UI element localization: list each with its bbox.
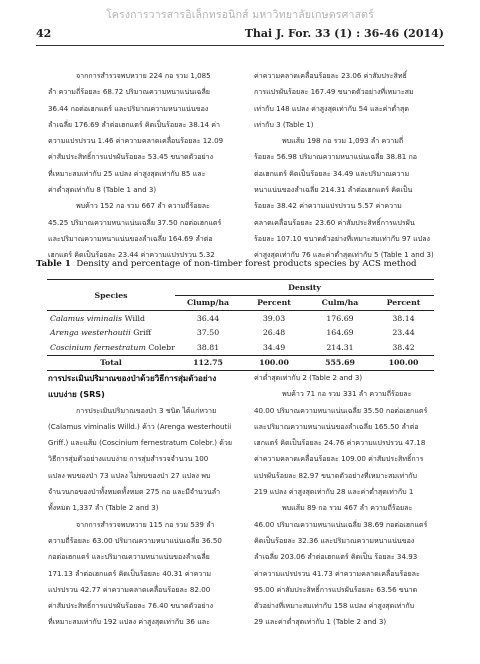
col-percent-2: Percent: [386, 298, 421, 308]
text-line: จากการสำรวจพบหวาย 224 กอ รวม 1,085: [76, 71, 211, 80]
text-line: 95.00 ค่าสัมประสิทธิ์การแปรผันร้อยละ 63.56 ขนาด: [254, 584, 418, 594]
value-cell: 38.81: [196, 342, 220, 352]
text-line: ค่าความคลาดเคลื่อนร้อยละ 109.00 ค่าสัมประสิทธิ์การ: [254, 454, 424, 464]
journal-header: Thai J. For. 33 (1) : 36-46 (2014): [244, 27, 444, 40]
text-line: เฮกแตร์ คิดเป็นร้อยละ 24.76 ค่าความแปรปรวน 47.18: [254, 438, 426, 448]
species-author: Colebr: [148, 342, 175, 352]
text-line: ร้อยละ 56.98 ปริมาณความหนาแน่นเฉลี่ย 38.81 กอ: [254, 152, 418, 162]
text-line: พบค้าว 152 กอ รวม 667 ลำ ความถี่ร้อยละ: [76, 201, 210, 211]
text-line: แปลง พบของป่า 73 แปลง ไม่พบของป่า 27 แปลง พบ: [48, 470, 211, 480]
text-line: ค่าต่ำสุดเท่ากับ 8 (Table 1 and 3): [48, 185, 157, 195]
text-line: 40.00 ปริมาณความหนาแน่นเฉลี่ย 35.50 กอต่อเฮกแตร์: [254, 405, 428, 415]
text-line: (Calamus viminalis Willd.) ค้าว (Arenga westerhoutii: [48, 421, 232, 431]
species-cell: [47, 311, 175, 326]
text-line: 36.44 กอต่อเฮกแตร์ และปริมาณความหนาแน่นของ: [48, 103, 209, 113]
total-percent-2: 100.00: [373, 355, 434, 371]
value-cell: 38.14: [392, 313, 415, 323]
watermark: โครงการวารสารอิเล็กทรอนิกส์ มหาวิทยาลัยเกษตรศาสตร์: [105, 9, 375, 21]
text-line: ลำเฉลี่ย 203.06 ลำต่อเฮกแตร์ คิดเป็น ร้อยละ 34.93: [254, 552, 418, 562]
text-line: และปริมาณความหนาแน่นของลำเฉลี่ย 165.50 ลำต่อ: [254, 421, 419, 431]
left-column-bottom: [48, 370, 236, 631]
text-line: 45.25 ปริมาณความหนาแน่นเฉลี่ย 37.50 กอต่อเฮกแตร์: [48, 217, 222, 227]
text-line: และปริมาณความหนาแน่นของลำเฉลี่ย 164.69 ลำต่อ: [48, 233, 213, 243]
text-line: ความแปรปรวน 1.46 ค่าความคลาดเคลื่อนร้อยละ 12.09: [48, 136, 224, 146]
text-line: ร้อยละ 38.42 ค่าความแปรปรวน 5.57 ค่าความ: [254, 201, 402, 211]
text-line: แปรผันร้อยละ 82.97 ขนาดตัวอย่างที่เหมาะสมเท่ากับ: [254, 470, 417, 480]
col-clump-ha: Clump/ha: [186, 298, 230, 308]
value-cell: 214.31: [326, 342, 354, 352]
text-line: ค่าต่ำสุดเท่ากับ 2 (Table 2 and 3): [254, 373, 363, 382]
table-row: [47, 340, 434, 355]
text-line: Griff.) และแส้ม (Coscinium fernestratum Colebr.) ด้วย: [48, 438, 232, 448]
text-line: เท่ากับ 3 (Table 1): [254, 119, 314, 129]
text-line: วิธีการสุ่มตัวอย่างแบบง่าย การสุ่มสำรวจจำนวน 100: [48, 454, 209, 464]
table-caption: [36, 259, 456, 269]
species-author: Willd: [124, 313, 145, 323]
text-line: ค่าสูงสุดเท่ากับ 76 และค่าต่ำสุดเท่ากับ 5 (Table 1 and 3): [254, 250, 434, 260]
right-column-bottom: [254, 370, 440, 631]
value-cell: 176.69: [326, 313, 354, 323]
text-line: ทั้งหมด 1,337 ลำ (Table 2 and 3): [48, 503, 159, 513]
table-row: [47, 311, 434, 326]
text-line: คิดเป็นร้อยละ 32.36 และปริมาณความหนาแน่นของ: [254, 535, 415, 545]
species-name: Arenga westerhoutii: [50, 328, 131, 338]
table-row: [47, 326, 434, 341]
text-line: หนาแน่นของลำเฉลี่ย 214.31 ลำต่อเฮกแตร์ คิดเป็น: [254, 185, 413, 195]
text-line: ค่าสัมประสิทธิ์การแปรผันร้อยละ 76.40 ขนาดตัวอย่าง: [48, 601, 214, 611]
value-cell: 39.03: [262, 313, 286, 323]
text-line: 219 แปลง ค่าสูงสุดเท่ากับ 28 และค่าต่ำสุดเท่ากับ 1: [254, 487, 414, 497]
text-line: การประเมินปริมาณของป่า 3 ชนิด ได้แก่หวาย: [76, 405, 217, 415]
text-line: ต่อเฮกแตร์ คิดเป็นร้อยละ 34.49 และปริมาณความ: [254, 168, 410, 178]
text-line: 29 และค่าต่ำสุดเท่ากับ 1 (Table 2 and 3): [254, 617, 387, 627]
text-line: คลาดเคลื่อนร้อยละ 23.60 ค่าสัมประสิทธิ์การแปรผัน: [254, 217, 415, 227]
species-header: Species: [47, 280, 175, 311]
text-line: พบแส้ม 89 กอ รวม 467 ลำ ความถี่ร้อยละ: [282, 503, 413, 513]
text-line: แปรปรวน 42.77 ค่าความคลาดเคลื่อนร้อยละ 82.00: [48, 584, 211, 594]
text-line: ที่เหมาะสมเท่ากับ 25 แปลง ค่าสูงสุดเท่ากับ 85 และ: [48, 168, 206, 178]
text-line: เท่ากับ 148 แปลง ค่าสูงสุดเท่ากับ 54 และค่าต่ำสุด: [254, 103, 409, 113]
value-cell: 164.69: [326, 328, 354, 338]
value-cell: 34.49: [262, 342, 286, 352]
total-culm: 555.69: [307, 355, 373, 371]
col-culm-ha: Culm/ha: [321, 298, 359, 308]
species-name: Calamus viminalis: [50, 313, 123, 323]
table-caption-text: Density and percentage of non-timber forest products species by ACS method: [76, 259, 417, 269]
text-line: ค่าความคลาดเคลื่อนร้อยละ 23.06 ค่าสัมประสิทธิ์: [254, 71, 407, 80]
total-clump: 112.75: [175, 355, 241, 371]
value-cell: 26.48: [262, 328, 286, 338]
text-line: พบแส้ม 198 กอ รวม 1,093 ลำ ความถี่: [282, 136, 404, 146]
text-line: เฮกแตร์ คิดเป็นร้อยละ 23.44 ค่าความแปรปรวน 5.32: [48, 250, 215, 260]
text-line: ค่าความแปรปรวน 41.73 ค่าความคลาดเคลื่อนร้อยละ: [254, 568, 420, 578]
text-line: 46.00 ปริมาณความหนาแน่นเฉลี่ย 38.69 กอต่อเฮกแตร์: [254, 519, 428, 529]
table-total-row: [47, 355, 434, 371]
page-number: 42: [36, 27, 52, 40]
value-cell: 38.42: [392, 342, 415, 352]
left-column-top: [48, 68, 236, 264]
text-line: ความถี่ร้อยละ 63.00 ปริมาณความหนาแน่นเฉลี่ย 36.50: [48, 535, 222, 545]
value-cell: 36.44: [196, 313, 220, 323]
text-line: ที่เหมาะสมเท่ากับ 192 แปลง ค่าสูงสุดเท่ากับ 36 และ: [48, 617, 210, 627]
col-percent-1: Percent: [257, 298, 291, 308]
text-line: ลำ ความถี่ร้อยละ 68.72 ปริมาณความหนาแน่นเฉลี่ย: [48, 87, 210, 97]
total-percent-1: 100.00: [241, 355, 307, 371]
section-title-cont: แบบง่าย (SRS): [48, 389, 105, 400]
value-cell: 23.44: [392, 328, 415, 338]
text-line: 171.13 ลำต่อเฮกแตร์ คิดเป็นร้อยละ 40.31 ค่าความ: [48, 568, 212, 578]
table-caption-label: Table 1: [36, 259, 71, 269]
species-name: Coscinium fernestratum: [50, 342, 146, 352]
text-line: ร้อยละ 107.10 ขนาดตัวอย่างที่เหมาะสมเท่ากับ 97 แปลง: [254, 233, 431, 243]
text-line: ค่าสัมประสิทธิ์การแปรผันร้อยละ 53.45 ขนาดตัวอย่าง: [48, 152, 214, 162]
density-group-header: Density: [175, 280, 434, 296]
text-line: พบค้าว 71 กอ รวม 331 ลำ ความถี่ร้อยละ: [282, 389, 412, 399]
density-table: [47, 279, 434, 371]
total-label: Total: [47, 355, 175, 371]
text-line: ลำเฉลี่ย 176.69 ลำต่อเฮกแตร์ คิดเป็นร้อยละ 38.14 ค่า: [48, 119, 220, 129]
species-cell: [47, 340, 175, 355]
text-line: การแปรผันร้อยละ 167.49 ขนาดตัวอย่างที่เหมาะสม: [254, 87, 414, 97]
text-line: ตัวอย่างที่เหมาะสมเท่ากับ 158 แปลง ค่าสูงสุดเท่ากับ: [254, 601, 415, 611]
species-author: Griff: [133, 328, 152, 338]
text-line: กอต่อเฮกแตร์ และปริมาณความหนาแน่นของลำเฉลี่ย: [48, 552, 210, 562]
right-column-top: [254, 68, 440, 264]
species-cell: [47, 326, 175, 341]
section-title: การประเมินปริมาณของป่าด้วยวิธีการสุ่มตัวอย่าง: [48, 373, 217, 383]
header-rule: [36, 45, 444, 46]
text-line: จำนวนกอของป่าทั้งหมดทั้งหมด 275 กอ และมีจำนวนลำ: [48, 487, 221, 497]
text-line: จากการสำรวจพบหวาย 115 กอ รวม 539 ลำ: [76, 519, 215, 529]
value-cell: 37.50: [196, 328, 220, 338]
